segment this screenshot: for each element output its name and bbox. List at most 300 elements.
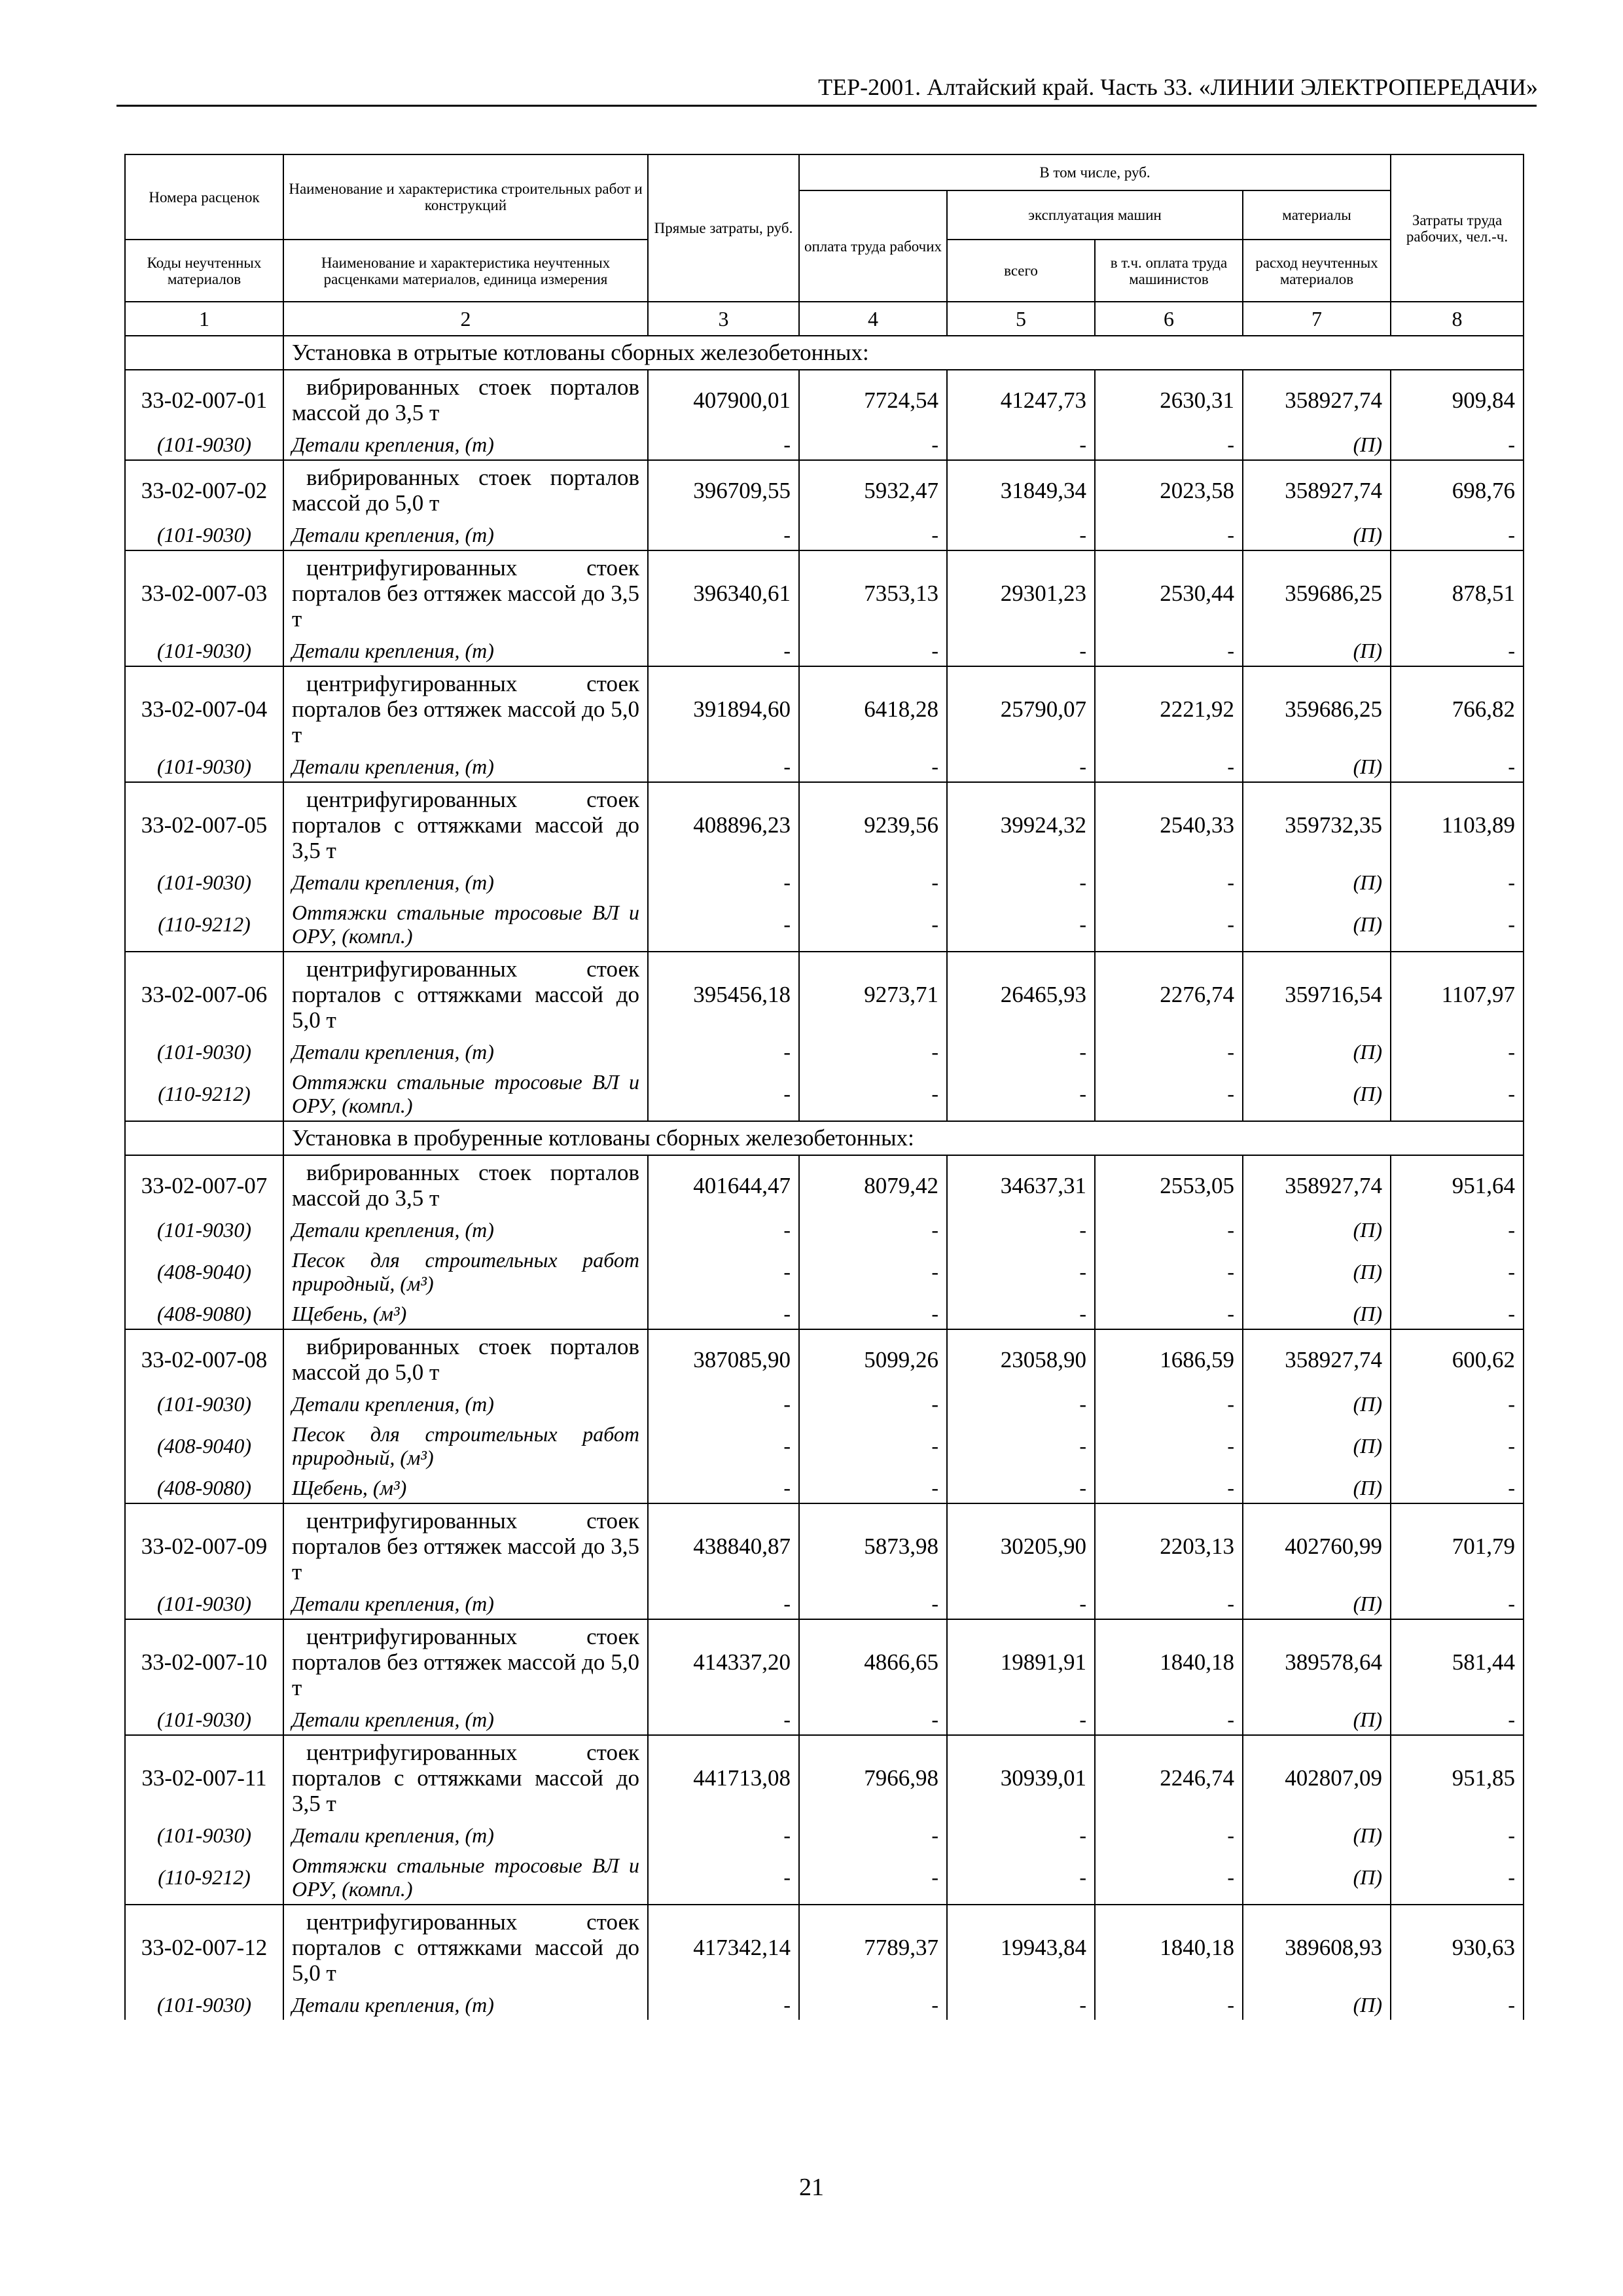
- operator-pay-cell: 1840,18: [1095, 1905, 1243, 1990]
- operator-pay-cell: 2540,33: [1095, 782, 1243, 867]
- materials-cell: (П): [1243, 1704, 1391, 1735]
- machines-total-cell: -: [947, 1419, 1095, 1473]
- operator-pay-cell: -: [1095, 1704, 1243, 1735]
- operator-pay-cell: -: [1095, 1245, 1243, 1299]
- labor-hours-cell: 1103,89: [1391, 782, 1524, 867]
- header-operator-pay: в т.ч. оплата труда машинистов: [1095, 240, 1243, 302]
- operator-pay-cell: 2203,13: [1095, 1503, 1243, 1588]
- labor-hours-cell: -: [1391, 1389, 1524, 1419]
- machines-total-cell: -: [947, 1245, 1095, 1299]
- material-code: (110-9212): [125, 1850, 283, 1905]
- machines-total-cell: 39924,32: [947, 782, 1095, 867]
- material-description: Оттяжки стальные тросовые ВЛ и ОРУ, (компл.): [283, 1850, 648, 1905]
- materials-cell: (П): [1243, 1850, 1391, 1905]
- direct-costs-cell: 396709,55: [648, 460, 799, 520]
- materials-cell: 358927,74: [1243, 460, 1391, 520]
- machines-total-cell: -: [947, 636, 1095, 666]
- labor-hours-cell: -: [1391, 1473, 1524, 1503]
- material-code: (101-9030): [125, 751, 283, 782]
- labor-hours-cell: 1107,97: [1391, 952, 1524, 1037]
- material-row: [125, 1990, 1524, 2020]
- material-code: (101-9030): [125, 1588, 283, 1619]
- machines-total-cell: -: [947, 1990, 1095, 2020]
- header-unaccounted-materials: расход неучтенных материалов: [1243, 240, 1391, 302]
- materials-cell: (П): [1243, 1820, 1391, 1850]
- direct-costs-cell: -: [648, 1037, 799, 1067]
- worker-pay-cell: -: [799, 1588, 947, 1619]
- worker-pay-cell: 7789,37: [799, 1905, 947, 1990]
- rate-description: центрифугированных стоек порталов с оттяжками массой до 5,0 т: [283, 1905, 648, 1990]
- worker-pay-cell: 5873,98: [799, 1503, 947, 1588]
- material-row: [125, 1588, 1524, 1619]
- material-code: (101-9030): [125, 520, 283, 550]
- header-rate-numbers: Номера расценок: [125, 154, 283, 240]
- direct-costs-cell: -: [648, 1704, 799, 1735]
- rate-description: вибрированных стоек порталов массой до 5,0 т: [283, 460, 648, 520]
- direct-costs-cell: -: [648, 1299, 799, 1329]
- operator-pay-cell: 2630,31: [1095, 370, 1243, 429]
- material-description: Детали крепления, (т): [283, 429, 648, 460]
- operator-pay-cell: -: [1095, 1820, 1243, 1850]
- material-code: (408-9040): [125, 1245, 283, 1299]
- machines-total-cell: -: [947, 1588, 1095, 1619]
- labor-hours-cell: 878,51: [1391, 550, 1524, 636]
- material-code: (110-9212): [125, 897, 283, 952]
- labor-hours-cell: 701,79: [1391, 1503, 1524, 1588]
- rate-code: 33-02-007-01: [125, 370, 283, 429]
- materials-cell: (П): [1243, 636, 1391, 666]
- machines-total-cell: 30205,90: [947, 1503, 1095, 1588]
- column-number: 7: [1243, 302, 1391, 336]
- operator-pay-cell: -: [1095, 1037, 1243, 1067]
- material-code: (408-9080): [125, 1299, 283, 1329]
- materials-cell: (П): [1243, 1419, 1391, 1473]
- header-material-codes: Коды неучтенных материалов: [125, 240, 283, 302]
- rate-row: [125, 1503, 1524, 1588]
- header-work-name: Наименование и характеристика строительных работ и конструкций: [283, 154, 648, 240]
- direct-costs-cell: -: [648, 1850, 799, 1905]
- rate-row: [125, 1905, 1524, 1990]
- labor-hours-cell: 600,62: [1391, 1329, 1524, 1389]
- materials-cell: 389578,64: [1243, 1619, 1391, 1704]
- material-code: (408-9040): [125, 1419, 283, 1473]
- worker-pay-cell: -: [799, 1037, 947, 1067]
- worker-pay-cell: 7966,98: [799, 1735, 947, 1820]
- header-direct-costs: Прямые затраты, руб.: [648, 154, 799, 302]
- direct-costs-cell: 438840,87: [648, 1503, 799, 1588]
- rate-code: 33-02-007-12: [125, 1905, 283, 1990]
- labor-hours-cell: -: [1391, 751, 1524, 782]
- column-number: 4: [799, 302, 947, 336]
- column-number-row: [125, 302, 1524, 336]
- material-row: [125, 429, 1524, 460]
- direct-costs-cell: -: [648, 1419, 799, 1473]
- rate-code: 33-02-007-09: [125, 1503, 283, 1588]
- worker-pay-cell: 9273,71: [799, 952, 947, 1037]
- column-number: 8: [1391, 302, 1524, 336]
- materials-cell: 358927,74: [1243, 370, 1391, 429]
- labor-hours-cell: -: [1391, 1419, 1524, 1473]
- operator-pay-cell: -: [1095, 520, 1243, 550]
- rate-description: вибрированных стоек порталов массой до 5,0 т: [283, 1329, 648, 1389]
- materials-cell: (П): [1243, 429, 1391, 460]
- material-code: (101-9030): [125, 429, 283, 460]
- material-row: [125, 1704, 1524, 1735]
- rate-description: центрифугированных стоек порталов без оттяжек массой до 5,0 т: [283, 1619, 648, 1704]
- direct-costs-cell: -: [648, 1067, 799, 1121]
- labor-hours-cell: -: [1391, 1215, 1524, 1245]
- machines-total-cell: -: [947, 520, 1095, 550]
- materials-cell: (П): [1243, 1588, 1391, 1619]
- material-row: [125, 1473, 1524, 1503]
- material-description: Детали крепления, (т): [283, 751, 648, 782]
- materials-cell: 359732,35: [1243, 782, 1391, 867]
- labor-hours-cell: -: [1391, 1990, 1524, 2020]
- operator-pay-cell: 1686,59: [1095, 1329, 1243, 1389]
- material-description: Песок для строительных работ природный, (м³): [283, 1245, 648, 1299]
- labor-hours-cell: -: [1391, 1704, 1524, 1735]
- section-blank-cell: [125, 1121, 283, 1155]
- labor-hours-cell: 766,82: [1391, 666, 1524, 751]
- material-description: Детали крепления, (т): [283, 1820, 648, 1850]
- rate-row: [125, 1619, 1524, 1704]
- operator-pay-cell: -: [1095, 1419, 1243, 1473]
- material-code: (101-9030): [125, 867, 283, 897]
- materials-cell: 402807,09: [1243, 1735, 1391, 1820]
- material-description: Детали крепления, (т): [283, 1588, 648, 1619]
- section-blank-cell: [125, 336, 283, 370]
- labor-hours-cell: -: [1391, 1850, 1524, 1905]
- rate-description: центрифугированных стоек порталов с оттяжками массой до 3,5 т: [283, 1735, 648, 1820]
- operator-pay-cell: -: [1095, 1990, 1243, 2020]
- header-materials: материалы: [1243, 190, 1391, 240]
- direct-costs-cell: -: [648, 636, 799, 666]
- materials-cell: (П): [1243, 520, 1391, 550]
- operator-pay-cell: -: [1095, 751, 1243, 782]
- machines-total-cell: 19943,84: [947, 1905, 1095, 1990]
- rate-row: [125, 952, 1524, 1037]
- direct-costs-cell: -: [648, 1820, 799, 1850]
- labor-hours-cell: -: [1391, 897, 1524, 952]
- materials-cell: (П): [1243, 1389, 1391, 1419]
- material-code: (101-9030): [125, 1389, 283, 1419]
- materials-cell: 359686,25: [1243, 550, 1391, 636]
- worker-pay-cell: 7353,13: [799, 550, 947, 636]
- rate-row: [125, 460, 1524, 520]
- material-row: [125, 1215, 1524, 1245]
- material-row: [125, 1850, 1524, 1905]
- operator-pay-cell: -: [1095, 1588, 1243, 1619]
- machines-total-cell: -: [947, 1473, 1095, 1503]
- rate-row: [125, 782, 1524, 867]
- material-row: [125, 751, 1524, 782]
- direct-costs-cell: -: [648, 429, 799, 460]
- labor-hours-cell: -: [1391, 867, 1524, 897]
- rate-description: вибрированных стоек порталов массой до 3,5 т: [283, 370, 648, 429]
- materials-cell: 359716,54: [1243, 952, 1391, 1037]
- material-code: (101-9030): [125, 1037, 283, 1067]
- column-number: 2: [283, 302, 648, 336]
- material-row: [125, 1299, 1524, 1329]
- operator-pay-cell: -: [1095, 636, 1243, 666]
- worker-pay-cell: 7724,54: [799, 370, 947, 429]
- material-description: Щебень, (м³): [283, 1473, 648, 1503]
- rate-code: 33-02-007-02: [125, 460, 283, 520]
- labor-hours-cell: 951,64: [1391, 1155, 1524, 1215]
- worker-pay-cell: -: [799, 1990, 947, 2020]
- material-description: Детали крепления, (т): [283, 1037, 648, 1067]
- labor-hours-cell: 951,85: [1391, 1735, 1524, 1820]
- materials-cell: 402760,99: [1243, 1503, 1391, 1588]
- labor-hours-cell: -: [1391, 1820, 1524, 1850]
- worker-pay-cell: -: [799, 636, 947, 666]
- machines-total-cell: 26465,93: [947, 952, 1095, 1037]
- labor-hours-cell: -: [1391, 1299, 1524, 1329]
- rates-table: [124, 154, 1524, 2020]
- header-machines-total: всего: [947, 240, 1095, 302]
- direct-costs-cell: -: [648, 1215, 799, 1245]
- rate-row: [125, 1155, 1524, 1215]
- material-code: (408-9080): [125, 1473, 283, 1503]
- labor-hours-cell: -: [1391, 1588, 1524, 1619]
- running-header: ТЕР-2001. Алтайский край. Часть 33. «ЛИНИИ ЭЛЕКТРОПЕРЕДАЧИ»: [818, 74, 1538, 100]
- section-title: Установка в пробуренные котлованы сборных железобетонных:: [283, 1121, 1524, 1155]
- direct-costs-cell: 407900,01: [648, 370, 799, 429]
- machines-total-cell: 30939,01: [947, 1735, 1095, 1820]
- section-heading-row: [125, 1121, 1524, 1155]
- worker-pay-cell: -: [799, 1704, 947, 1735]
- material-row: [125, 520, 1524, 550]
- material-description: Детали крепления, (т): [283, 1990, 648, 2020]
- materials-cell: 389608,93: [1243, 1905, 1391, 1990]
- worker-pay-cell: -: [799, 751, 947, 782]
- machines-total-cell: -: [947, 1389, 1095, 1419]
- labor-hours-cell: 909,84: [1391, 370, 1524, 429]
- worker-pay-cell: -: [799, 1389, 947, 1419]
- direct-costs-cell: 414337,20: [648, 1619, 799, 1704]
- material-code: (101-9030): [125, 1704, 283, 1735]
- material-row: [125, 897, 1524, 952]
- table-header: [125, 154, 1524, 302]
- column-number: 1: [125, 302, 283, 336]
- machines-total-cell: 31849,34: [947, 460, 1095, 520]
- materials-cell: (П): [1243, 897, 1391, 952]
- material-description: Песок для строительных работ природный, (м³): [283, 1419, 648, 1473]
- material-description: Детали крепления, (т): [283, 1215, 648, 1245]
- rate-code: 33-02-007-05: [125, 782, 283, 867]
- worker-pay-cell: -: [799, 1820, 947, 1850]
- direct-costs-cell: -: [648, 1389, 799, 1419]
- rate-row: [125, 666, 1524, 751]
- material-row: [125, 1389, 1524, 1419]
- material-row: [125, 867, 1524, 897]
- direct-costs-cell: -: [648, 897, 799, 952]
- labor-hours-cell: -: [1391, 636, 1524, 666]
- operator-pay-cell: -: [1095, 429, 1243, 460]
- material-row: [125, 1037, 1524, 1067]
- material-row: [125, 1419, 1524, 1473]
- rate-code: 33-02-007-06: [125, 952, 283, 1037]
- machines-total-cell: -: [947, 1850, 1095, 1905]
- machines-total-cell: 25790,07: [947, 666, 1095, 751]
- materials-cell: (П): [1243, 867, 1391, 897]
- machines-total-cell: -: [947, 897, 1095, 952]
- material-code: (101-9030): [125, 636, 283, 666]
- material-description: Детали крепления, (т): [283, 1389, 648, 1419]
- rate-description: вибрированных стоек порталов массой до 3,5 т: [283, 1155, 648, 1215]
- rate-description: центрифугированных стоек порталов с оттяжками массой до 3,5 т: [283, 782, 648, 867]
- machines-total-cell: 41247,73: [947, 370, 1095, 429]
- rate-code: 33-02-007-11: [125, 1735, 283, 1820]
- materials-cell: (П): [1243, 1299, 1391, 1329]
- material-description: Детали крепления, (т): [283, 867, 648, 897]
- operator-pay-cell: -: [1095, 1299, 1243, 1329]
- worker-pay-cell: 5099,26: [799, 1329, 947, 1389]
- direct-costs-cell: -: [648, 1990, 799, 2020]
- operator-pay-cell: -: [1095, 1067, 1243, 1121]
- rate-code: 33-02-007-04: [125, 666, 283, 751]
- page-number: 21: [799, 2174, 824, 2201]
- material-description: Детали крепления, (т): [283, 520, 648, 550]
- machines-total-cell: -: [947, 1037, 1095, 1067]
- worker-pay-cell: 8079,42: [799, 1155, 947, 1215]
- direct-costs-cell: 401644,47: [648, 1155, 799, 1215]
- materials-cell: 359686,25: [1243, 666, 1391, 751]
- material-description: Щебень, (м³): [283, 1299, 648, 1329]
- direct-costs-cell: 417342,14: [648, 1905, 799, 1990]
- labor-hours-cell: 698,76: [1391, 460, 1524, 520]
- rate-description: центрифугированных стоек порталов без оттяжек массой до 3,5 т: [283, 1503, 648, 1588]
- material-row: [125, 1067, 1524, 1121]
- operator-pay-cell: 2276,74: [1095, 952, 1243, 1037]
- rate-description: центрифугированных стоек порталов без оттяжек массой до 5,0 т: [283, 666, 648, 751]
- rate-description: центрифугированных стоек порталов без оттяжек массой до 3,5 т: [283, 550, 648, 636]
- material-row: [125, 1245, 1524, 1299]
- materials-cell: 358927,74: [1243, 1155, 1391, 1215]
- material-row: [125, 1820, 1524, 1850]
- machines-total-cell: -: [947, 1299, 1095, 1329]
- labor-hours-cell: -: [1391, 429, 1524, 460]
- header-labor-hours: Затраты труда рабочих, чел.-ч.: [1391, 154, 1524, 302]
- materials-cell: (П): [1243, 1473, 1391, 1503]
- rate-code: 33-02-007-08: [125, 1329, 283, 1389]
- machines-total-cell: -: [947, 1704, 1095, 1735]
- operator-pay-cell: 2553,05: [1095, 1155, 1243, 1215]
- operator-pay-cell: -: [1095, 1850, 1243, 1905]
- column-number: 3: [648, 302, 799, 336]
- table-body: [125, 302, 1524, 2020]
- worker-pay-cell: -: [799, 1067, 947, 1121]
- material-description: Детали крепления, (т): [283, 636, 648, 666]
- machines-total-cell: 34637,31: [947, 1155, 1095, 1215]
- direct-costs-cell: -: [648, 1473, 799, 1503]
- machines-total-cell: 19891,91: [947, 1619, 1095, 1704]
- operator-pay-cell: -: [1095, 1389, 1243, 1419]
- column-number: 5: [947, 302, 1095, 336]
- operator-pay-cell: 2530,44: [1095, 550, 1243, 636]
- machines-total-cell: -: [947, 1215, 1095, 1245]
- direct-costs-cell: -: [648, 867, 799, 897]
- rate-code: 33-02-007-03: [125, 550, 283, 636]
- section-title: Установка в отрытые котлованы сборных железобетонных:: [283, 336, 1524, 370]
- worker-pay-cell: 4866,65: [799, 1619, 947, 1704]
- header-material-name: Наименование и характеристика неучтенных расценками материалов, единица измерения: [283, 240, 648, 302]
- labor-hours-cell: -: [1391, 1245, 1524, 1299]
- operator-pay-cell: 2023,58: [1095, 460, 1243, 520]
- material-code: (101-9030): [125, 1820, 283, 1850]
- worker-pay-cell: -: [799, 897, 947, 952]
- direct-costs-cell: 395456,18: [648, 952, 799, 1037]
- material-code: (101-9030): [125, 1215, 283, 1245]
- column-number: 6: [1095, 302, 1243, 336]
- operator-pay-cell: 2221,92: [1095, 666, 1243, 751]
- direct-costs-cell: -: [648, 520, 799, 550]
- materials-cell: (П): [1243, 1037, 1391, 1067]
- rate-row: [125, 1735, 1524, 1820]
- direct-costs-cell: 408896,23: [648, 782, 799, 867]
- operator-pay-cell: -: [1095, 1473, 1243, 1503]
- labor-hours-cell: -: [1391, 520, 1524, 550]
- machines-total-cell: -: [947, 867, 1095, 897]
- machines-total-cell: -: [947, 1820, 1095, 1850]
- section-heading-row: [125, 336, 1524, 370]
- worker-pay-cell: 6418,28: [799, 666, 947, 751]
- direct-costs-cell: 387085,90: [648, 1329, 799, 1389]
- header-including: В том числе, руб.: [799, 154, 1391, 190]
- material-row: [125, 636, 1524, 666]
- material-description: Оттяжки стальные тросовые ВЛ и ОРУ, (компл.): [283, 897, 648, 952]
- worker-pay-cell: -: [799, 1473, 947, 1503]
- labor-hours-cell: -: [1391, 1037, 1524, 1067]
- operator-pay-cell: 2246,74: [1095, 1735, 1243, 1820]
- rate-code: 33-02-007-07: [125, 1155, 283, 1215]
- materials-cell: (П): [1243, 751, 1391, 782]
- worker-pay-cell: -: [799, 867, 947, 897]
- worker-pay-cell: -: [799, 1850, 947, 1905]
- materials-cell: (П): [1243, 1215, 1391, 1245]
- operator-pay-cell: -: [1095, 867, 1243, 897]
- direct-costs-cell: -: [648, 1245, 799, 1299]
- rate-code: 33-02-007-10: [125, 1619, 283, 1704]
- machines-total-cell: 23058,90: [947, 1329, 1095, 1389]
- worker-pay-cell: -: [799, 429, 947, 460]
- direct-costs-cell: 396340,61: [648, 550, 799, 636]
- materials-cell: (П): [1243, 1067, 1391, 1121]
- worker-pay-cell: 5932,47: [799, 460, 947, 520]
- material-code: (110-9212): [125, 1067, 283, 1121]
- rate-description: центрифугированных стоек порталов с оттяжками массой до 5,0 т: [283, 952, 648, 1037]
- materials-cell: (П): [1243, 1245, 1391, 1299]
- worker-pay-cell: 9239,56: [799, 782, 947, 867]
- materials-cell: (П): [1243, 1990, 1391, 2020]
- material-code: (101-9030): [125, 1990, 283, 2020]
- labor-hours-cell: 581,44: [1391, 1619, 1524, 1704]
- rate-row: [125, 1329, 1524, 1389]
- header-worker-pay: оплата труда рабочих: [799, 190, 947, 302]
- machines-total-cell: -: [947, 429, 1095, 460]
- worker-pay-cell: -: [799, 1299, 947, 1329]
- direct-costs-cell: -: [648, 1588, 799, 1619]
- header-machine-operation: эксплуатация машин: [947, 190, 1243, 240]
- machines-total-cell: -: [947, 1067, 1095, 1121]
- rate-row: [125, 370, 1524, 429]
- labor-hours-cell: -: [1391, 1067, 1524, 1121]
- worker-pay-cell: -: [799, 1245, 947, 1299]
- operator-pay-cell: 1840,18: [1095, 1619, 1243, 1704]
- header-rule: [116, 105, 1537, 107]
- machines-total-cell: 29301,23: [947, 550, 1095, 636]
- operator-pay-cell: -: [1095, 897, 1243, 952]
